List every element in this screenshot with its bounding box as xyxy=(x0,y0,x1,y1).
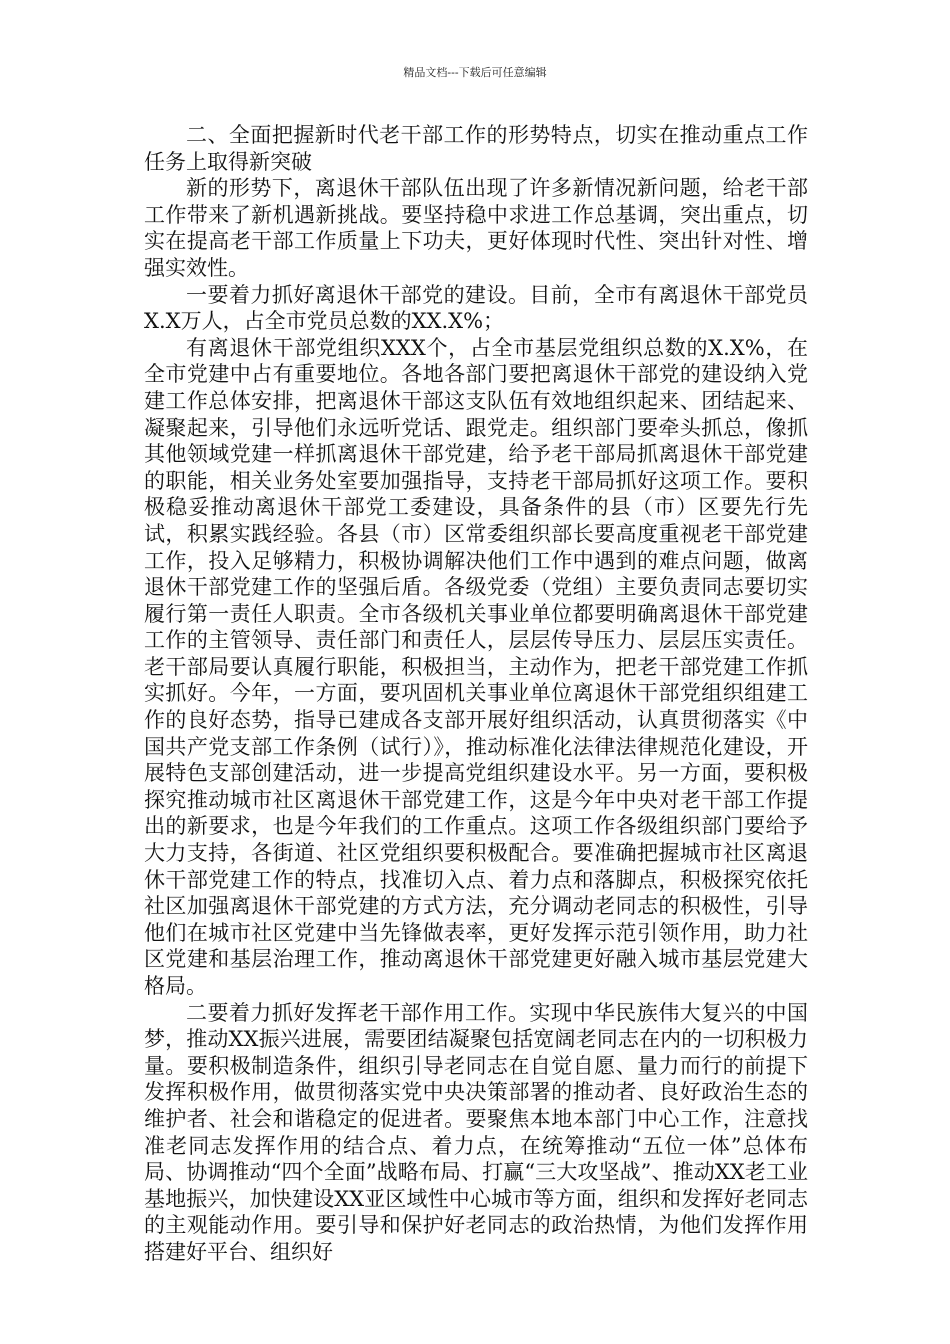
section-heading: 二、全面把握新时代老干部工作的形势特点，切实在推动重点工作任务上取得新突破 xyxy=(144,123,808,174)
document-body xyxy=(144,122,808,1266)
page-header: 精品文档---下载后可任意编辑 xyxy=(403,66,547,79)
body-paragraph: 一要着力抓好离退休干部党的建设。目前，全市有离退休干部党员X.X万人，占全市党员总数的XX.X%； xyxy=(144,282,808,334)
body-paragraph: 新的形势下，离退休干部队伍出现了许多新情况新问题，给老干部工作带来了新机遇新挑战。要坚持稳中求进工作总基调，突出重点，切实在提高老干部工作质量上下功夫，更好体现时代性、突出针对性、增强实效性。 xyxy=(144,176,808,280)
body-paragraph: 有离退休干部党组织XXX个，占全市基层党组织总数的X.X%，在全市党建中占有重要地位。各地各部门要把离退休干部党的建设纳入党建工作总体安排，把离退休干部这支队伍有效地组织起来、团结起来、凝聚起来，引导他们永远听党话、跟党走。组织部门要牵头抓总，像抓其他领域党建一样抓离退休干部党建，给予老干部局抓离退休干部党建的职能，相关业务处室要加强指导，支持老干部局抓好这项工作。要积极稳妥推动离退休干部党工委建设，具备条件的县（市）区要先行先试，积累实践经验。各县（市）区常委组织部长要高度重视老干部党建工作，投入足够精力，积极协调解决他们工作中遇到的难点问题，做离退休干部党建工作的坚强后盾。各级党委（党组）主要负责同志要切实履行第一责任人职责。全市各级机关事业单位都要明确离退休干部党建工作的主管领导、责任部门和责任人，层层传导压力、层层压实责任。老干部局要认真履行职能，积极担当，主动作为，把老干部党建工作抓实抓好。今年，一方面，要巩固机关事业单位离退休干部党组织组建工作的良好态势，指导已建成各支部开展好组织活动，认真贯彻落实《中国共产党支部工作条例（试行）》，推动标准化法律法律规范化建设，开展特色支部创建活动，进一步提高党组织建设水平。另一方面，要积极探究推动城市社区离退休干部党建工作，这是今年中央对老干部工作提出的新要求，也是今年我们的工作重点。这项工作各级组织部门要给予大力支持，各街道、社区党组织要积极配合。要准确把握城市社区离退休干部党建工作的特点，找准切入点、着力点和落脚点，积极探究依托社区加强离退休干部党建的方式方法，充分调动老同志的积极性，引导他们在城市社区党建中当先锋做表率，更好发挥示范引领作用，助力社区党建和基层治理工作，推动离退休干部党建更好融入城市基层党建大格局。 xyxy=(144,335,808,998)
body-paragraph: 二要着力抓好发挥老干部作用工作。实现中华民族伟大复兴的中国梦，推动XX振兴进展，需要团结凝聚包括宽阔老同志在内的一切积极力量。要积极制造条件，组织引导老同志在自觉自愿、量力而行的前提下发挥积极作用，做贯彻落实党中央决策部署的推动者、良好政治生态的维护者、社会和谐稳定的促进者。要聚焦本地本部门中心工作，注意找准老同志发挥作用的结合点、着力点，在统筹推动“五位一体”总体布局、协调推动“四个全面”战略布局、打赢“三大攻坚战”、推动XX老工业基地振兴，加快建设XX亚区域性中心城市等方面，组织和发挥好老同志的主观能动作用。要引导和保护好老同志的政治热情，为他们发挥作用搭建好平台、组织好 xyxy=(144,1000,808,1264)
